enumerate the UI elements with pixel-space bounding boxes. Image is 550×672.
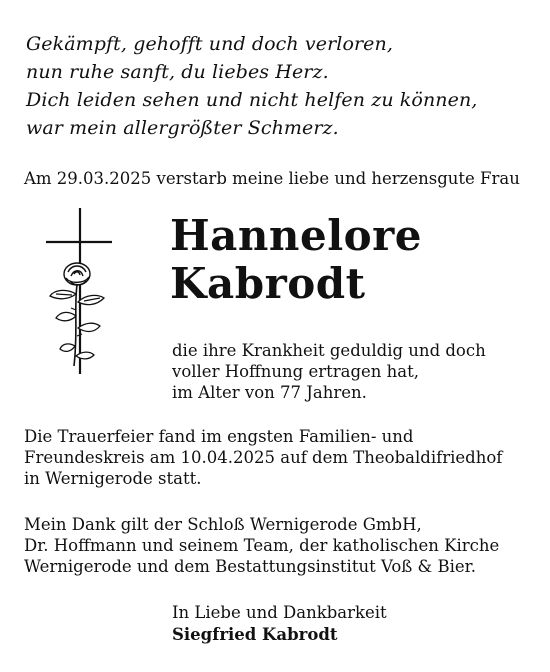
first-name: Hannelore — [170, 211, 423, 260]
signer-name: Siegfried Kabrodt — [172, 625, 338, 644]
last-name: Kabrodt — [170, 259, 366, 308]
description-line: die ihre Krankheit geduldig und doch — [172, 341, 486, 360]
description-line: voller Hoffnung ertragen hat, — [172, 362, 419, 381]
ceremony-line: in Wernigerode statt. — [24, 469, 202, 488]
thanks-line: Dr. Hoffmann und seinem Team, der katholischen Kirche — [24, 536, 500, 555]
funeral-ceremony-text — [24, 426, 502, 489]
cross-with-rose-icon — [44, 206, 116, 376]
poem-line: Dich leiden sehen und nicht helfen zu können, — [26, 89, 478, 111]
closing-phrase: In Liebe und Dankbarkeit — [172, 603, 387, 622]
poem — [26, 30, 477, 142]
closing-signature — [172, 602, 387, 646]
acknowledgements — [24, 514, 499, 577]
death-announcement: Am 29.03.2025 verstarb meine liebe und herzensgute Frau — [24, 169, 520, 188]
thanks-line: Wernigerode und dem Bestattungsinstitut Voß & Bier. — [24, 557, 476, 576]
description — [172, 340, 486, 403]
ceremony-line: Freundeskreis am 10.04.2025 auf dem Theobaldifriedhof — [24, 448, 503, 467]
poem-line: Gekämpft, gehofft und doch verloren, — [26, 33, 393, 55]
thanks-line: Mein Dank gilt der Schloß Wernigerode GmbH, — [24, 515, 422, 534]
deceased-name — [170, 212, 422, 308]
poem-line: nun ruhe sanft, du liebes Herz. — [26, 61, 329, 83]
poem-line: war mein allergrößter Schmerz. — [26, 117, 339, 139]
description-line: im Alter von 77 Jahren. — [172, 383, 367, 402]
ceremony-line: Die Trauerfeier fand im engsten Familien- und — [24, 427, 414, 446]
